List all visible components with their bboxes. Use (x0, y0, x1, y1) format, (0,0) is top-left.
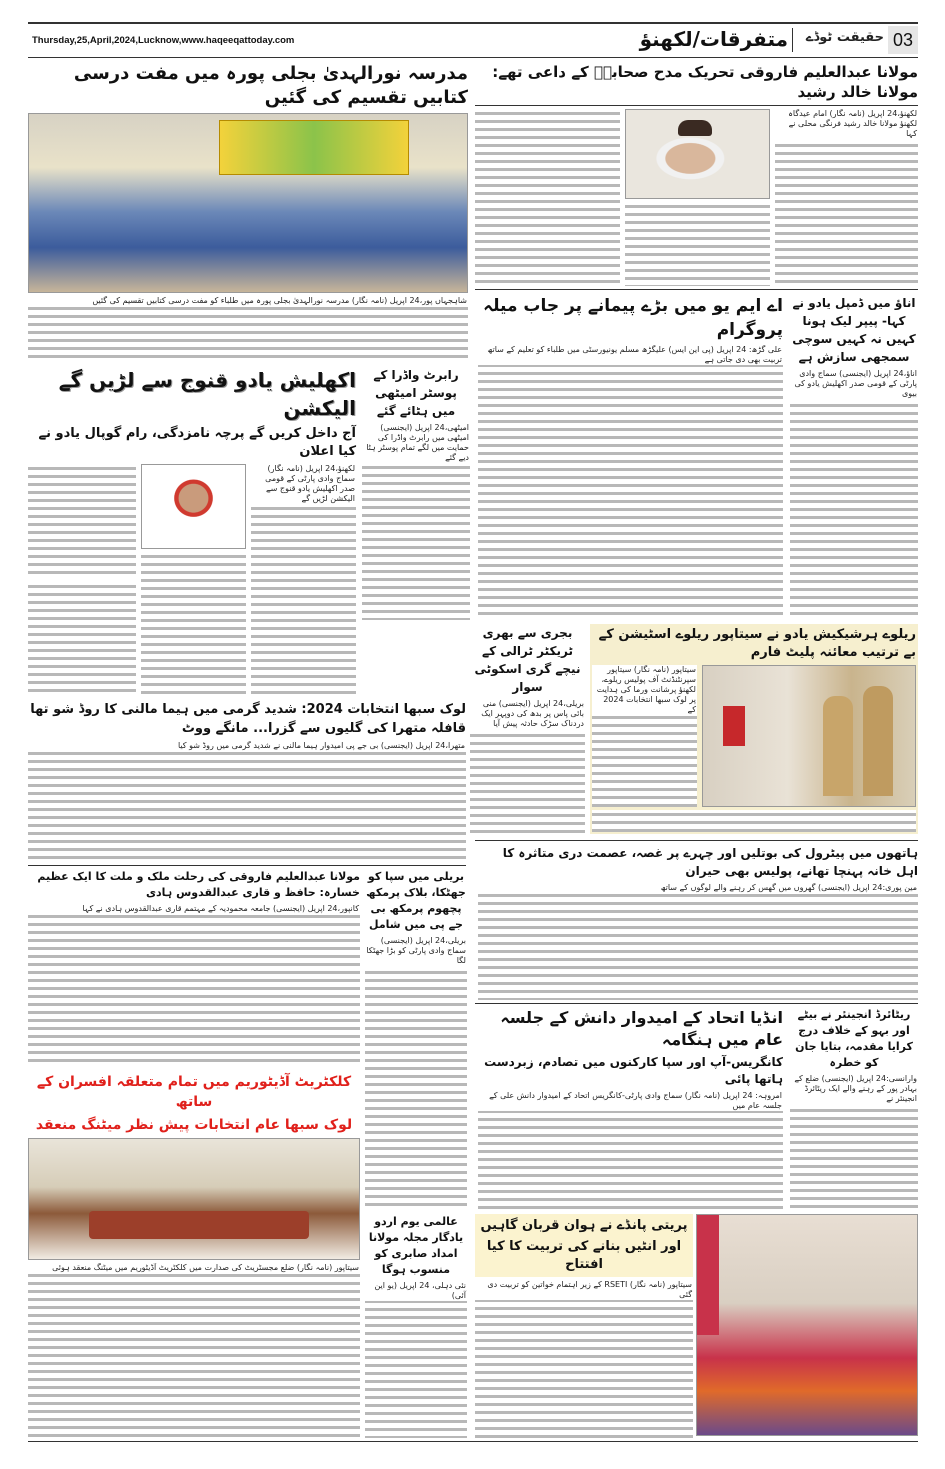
madrasa-banner (219, 120, 409, 175)
collectorate-body: سیتاپور (نامہ نگار) ضلع مجسٹریٹ کی صدارت میں کلکٹریٹ آڈیٹوریم میں میٹنگ منعقد ہوئی (28, 1263, 360, 1438)
hemamalini-headline: لوک سبھا انتخابات 2024: شدید گرمی میں ہیما مالنی کا روڈ شو تھا قافلہ متھرا کی گلیوں سے گزرا... مانگے ووٹ (30, 702, 466, 736)
tractor-article (470, 624, 585, 836)
preeti-article (475, 1214, 693, 1438)
farooqui-headline: مولانا عبدالعلیم فاروقی تحریک مدح صحابہؓ کے داعی تھے: مولانا خالد رشید (475, 62, 918, 106)
danish-headline: انڈیا اتحاد کے امیدوار دانش کے جلسہ عام میں ہنگامہ (500, 1008, 783, 1049)
vadra-body: امیٹھی،24 اپریل (ایجنسی) امیٹھی میں رابرٹ واڈرا کی حمایت میں لگے تمام پوسٹر ہٹا دیے گئے (362, 423, 470, 620)
tractor-headline: بجری سے بھری ٹریکٹر ٹرالی کے نیچے گری اسکوٹی سوار (474, 626, 581, 694)
collectorate-article (28, 1072, 360, 1438)
red-wall (697, 1215, 719, 1335)
preeti-training-photo (696, 1214, 918, 1436)
engineer-body: وارانسی:24 اپریل (ایجنسی) ضلع کے بہادر پور کے رہنے والے ایک ریٹائرڈ انجینئر نے (790, 1074, 918, 1209)
madrasa-headline: مدرسہ نورالہدیٰ بجلی پورہ میں مفت درسی کتابیں تقسیم کی گئیں (73, 63, 468, 108)
bareilly-article (365, 869, 467, 1209)
bareilly-headline: بریلی میں سپا کو جھٹکا، بلاک پرمکھ پچھوم پرمکھ بی جے پی میں شامل (366, 870, 466, 931)
cap (678, 120, 712, 136)
akhilesh-headline: اکھلیش یادو قنوج سے لڑیں گے الیکشن (58, 368, 356, 420)
dimple-body: اناؤ،24 اپریل (ایجنسی) سماج وادی پارٹی کے قومی صدر اکھلیش یادو کی بیوی (790, 369, 918, 620)
danish-body: امروہہ: 24 اپریل (نامہ نگار) سماج وادی پارٹی-کانگریس اتحاد کے امیدوار دانش علی کے جلسہ عام میں (478, 1091, 783, 1209)
meeting-table (89, 1211, 309, 1239)
madrasa-students-photo (28, 113, 468, 293)
akhilesh-body-col-1: لکھنؤ،24 اپریل (نامہ نگار) سماج وادی پارٹی کے قومی صدر اکھلیش یادو قنوج سے الیکشن لڑیں گے (251, 464, 356, 696)
hemamalini-article (28, 700, 466, 862)
collectorate-meeting-photo (28, 1138, 360, 1260)
madrasa-caption-text: شاہجہاں پور،24 اپریل (نامہ نگار) مدرسہ نورالہدیٰ بجلی پورہ میں طلباء کو مفت درسی کتابیں تقسیم کی گئیں (28, 296, 468, 362)
police-officer (823, 696, 853, 796)
farooqui-portrait-photo (625, 109, 770, 199)
madrasa-article (28, 62, 468, 362)
police-officer (863, 686, 893, 796)
urdu-day-headline: عالمی یوم اردو یادگار مجلہ مولانا امداد صابری کو منسوب ہوگا (368, 1215, 464, 1276)
vadra-article (362, 366, 470, 620)
bareilly-body: بریلی،24 اپریل (ایجنسی) سماج وادی پارٹی کو بڑا جھٹکا لگا (365, 936, 467, 1209)
preeti-headline-line2: اور انٹیں بنانے کی تربیت کا کیا افتتاح (486, 1239, 682, 1272)
tractor-body: بریلی،24 اپریل (ایجنسی) منی بائی پاس پر بدھ کی دوپہر ایک دردناک سڑک حادثہ پیش آیا (470, 699, 585, 836)
dimple-article (790, 294, 918, 620)
akhilesh-body-col-4 (28, 582, 136, 697)
preeti-body: سیتاپور (نامہ نگار) RSETI کے زیر اہتمام خواتین کو تربیت دی گئی (475, 1280, 693, 1438)
danish-subhead: کانگریس-آپ اور سپا کارکنوں میں تصادم، زبردست ہاتھا پائی (484, 1055, 783, 1086)
petrol-body: مین پوری:24 اپریل (ایجنسی) گھروں میں گھس کر رہنے والے لوگوں کے ساتھ (478, 883, 918, 1000)
railway-body: سیتاپور (نامہ نگار) سیتاپور سپرنٹنڈنٹ آف پولیس ریلوے، لکھنؤ پرشانت ورما کی ہدایت پر لوک سبھا انتخابات 2024 کے (592, 665, 697, 807)
akhilesh-subhead: آج داخل کریں گے پرچہ نامزدگی، رام گوپال یادو نے کیا اعلان (38, 426, 356, 459)
urdu-day-article (365, 1214, 467, 1438)
masthead-logo: حقیقت ٹوڈے (805, 30, 884, 45)
hadi-headline: مولانا عبدالعلیم فاروقی کی رحلت ملک و ملت کا ایک عظیم خسارہ: حافظ و قاری عبدالقدوس ہادی (37, 870, 360, 899)
section-title: متفرقات/لکھنؤ (639, 27, 788, 51)
danish-article (478, 1007, 783, 1209)
urdu-day-body: نئی دہلی، 24 اپریل (یو این آئی) (365, 1281, 467, 1438)
akhilesh-article (28, 366, 356, 696)
railway-inspection-photo (702, 665, 916, 807)
petrol-article (478, 844, 918, 1000)
amu-article (478, 294, 783, 620)
farooqui-body-col-2 (625, 202, 770, 286)
petrol-headline: ہاتھوں میں پیٹرول کی بوتلیں اور چہرے پر غصہ، عصمت دری متاثرہ کا اہل خانہ پہنچا تھانے، پولیس بھی حیران (502, 846, 918, 878)
amu-body: علی گڑھ: 24 اپریل (پی این ایس) علیگڑھ مسلم یونیورسٹی میں طلباء کو تعلیم کے ساتھ تربیت بھی دی جاتی ہے (478, 345, 783, 620)
engineer-article (790, 1007, 918, 1209)
akhilesh-body-col-2 (141, 552, 246, 696)
engineer-headline: ریٹائرڈ انجینئر نے بیٹے اور بہو کے خلاف درج کرایا مقدمہ، بتایا جان کو خطرہ (795, 1008, 913, 1069)
farooqui-body-col-1: لکھنؤ،24 اپریل (نامہ نگار) امام عیدگاہ لکھنؤ مولانا خالد رشید فرنگی محلی نے کہا (775, 109, 918, 286)
farooqui-article (475, 62, 918, 286)
page-number: 03 (888, 26, 918, 54)
amu-headline: اے ایم یو میں بڑے پیمانے پر جاب میلہ پروگرام (483, 296, 783, 340)
machine (723, 706, 745, 746)
railway-headline: ریلوے ہرشیکیش یادو نے سیتاپور ریلوے اسٹیشن کے بے ترتیب معائنہ پلیٹ فارم (598, 627, 916, 660)
akhilesh-photo (141, 464, 246, 549)
dimple-headline: اناؤ میں ڈمپل یادو نے کہا- پیپر لیک ہونا کہیں نہ کہیں سوچی سمجھی سازش ہے (792, 296, 916, 364)
preeti-headline-line1: پریتی پانڈے نے ہوان قربان گاہیں (480, 1218, 688, 1233)
hadi-article (28, 869, 360, 1067)
railway-caption (592, 810, 916, 832)
farooqui-body-col-3 (475, 109, 620, 286)
hadi-body: کانپور،24 اپریل (ایجنسی) جامعہ محمودیہ کے مہتمم قاری عبدالقدوس ہادی نے کہا (28, 904, 360, 1067)
collectorate-headline-line2: لوک سبھا عام انتخابات پیش نظر میٹنگ منعقد (35, 1117, 353, 1133)
hemamalini-body: متھرا،24 اپریل (ایجنسی) بی جے پی امیدوار ہیما مالنی نے شدید گرمی میں روڈ شو کیا (28, 741, 466, 862)
vadra-headline: رابرٹ واڈرا کے پوسٹر امیٹھی میں ہٹائے گئے (373, 368, 459, 418)
date-line: Thursday,25,April,2024,Lucknow,www.haqeeqattoday.com (32, 35, 295, 46)
akhilesh-body-col-3 (28, 464, 136, 579)
preeti-headline-box (475, 1214, 693, 1277)
railway-box (590, 624, 918, 834)
collectorate-headline-line1: کلکٹریٹ آڈیٹوریم میں تمام متعلقہ افسران کے ساتھ (36, 1074, 352, 1110)
